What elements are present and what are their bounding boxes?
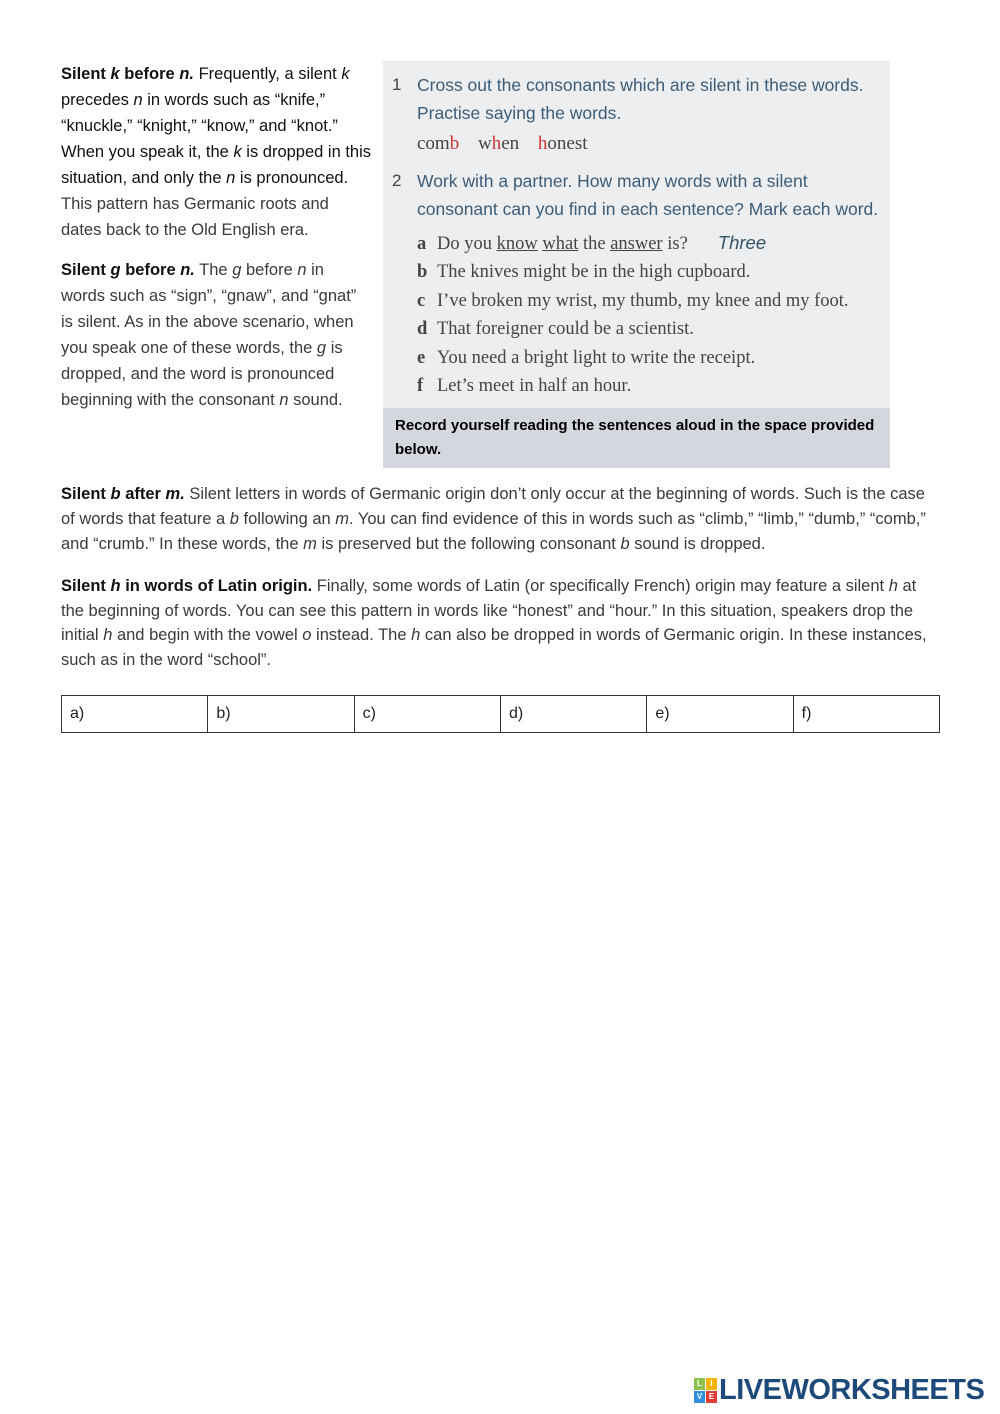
example-words [383,127,890,167]
heading: after [120,485,166,504]
text: Silent letters in words of Germanic origin don’t only occur at the beginning of words. Such is the case of words that feature a [61,485,925,529]
letter: b [620,534,630,553]
sentence-text: The knives might be in the high cupboard. [437,262,751,283]
handwritten-answer: Three [717,232,767,253]
word: w [477,133,492,154]
exercise-figure [383,61,890,468]
top-section [61,61,940,468]
text: the [578,234,611,254]
letter: o [302,626,312,645]
underlined-word: answer [610,234,663,254]
heading: Silent [61,577,111,596]
logo-tiles-icon [694,1378,717,1403]
sentence-text: You need a bright light to write the receipt. [437,347,756,368]
sentence-text: That foreigner could be a scientist. [437,319,694,340]
logo-text: LIVEWORKSHEETS [719,1374,985,1406]
answer-cell-f[interactable]: f) [793,695,939,732]
logo-tile: L [694,1378,705,1390]
sentence-text: Let’s meet in half an hour. [437,376,632,397]
letter: k [110,65,120,83]
sentence-list [417,229,890,400]
text: in words such as “knife,” “knuckle,” “knight,” “know,” and “knot.” When you speak it, the [61,91,338,161]
sentence-item [417,229,890,258]
letter: h [411,626,421,645]
item-letter: e [417,347,426,368]
text: is dropped in this situation, and only the [61,143,372,187]
sentence-item [417,315,890,343]
text: is dropped, and the word is pronounced beginning with the consonant [61,339,343,409]
answer-cell-d[interactable]: d) [500,695,646,732]
heading: Silent [61,261,111,279]
paragraph-silent-g [61,257,371,413]
text: sound is dropped. [629,534,766,553]
letter: n [297,261,307,279]
exercise-1-instruction [417,71,863,127]
answer-cell-b[interactable]: b) [208,695,354,732]
text: precedes [61,91,134,109]
text: can also be dropped in words of Germanic origin. In these instances, such as in the word “school”. [61,626,927,669]
item-letter: c [417,290,426,311]
text: Finally, some words of Latin (or specifically French) origin may feature a silent [312,577,889,596]
letter: n [133,91,143,109]
letter: h [110,577,121,596]
letter: h [103,626,113,645]
paragraph-silent-b [61,482,941,556]
text: in words such as “sign”, “gnaw”, and “gnat” is silent. As in the above scenario, when you speak one of these words, the [61,261,357,357]
crossed-letter: h [537,133,548,154]
logo-tile: E [706,1391,717,1403]
text: before [241,261,298,279]
letter: k [233,143,242,161]
exercise-1 [383,71,890,127]
text: is? [662,234,688,254]
sentence-text: I’ve broken my wrist, my thumb, my knee and my foot. [437,290,849,311]
instruction-line: Cross out the consonants which are silent in these words. [417,75,864,95]
letter: g [232,261,242,279]
exercise-2 [383,167,890,223]
letter: m [335,510,350,529]
heading: Silent [61,65,111,83]
item-letter: a [417,234,427,254]
text: is pronounced. [235,169,349,187]
paragraph-silent-h [61,574,941,672]
answer-table [61,695,940,733]
text: Do you [437,234,497,254]
exercise-2-instruction [417,167,878,223]
text: Frequently, a silent [193,65,342,83]
item-letter: d [417,319,428,340]
text: The [194,261,233,279]
letter: m [303,534,317,553]
heading: Silent [61,485,111,504]
answer-cell-c[interactable]: c) [354,695,500,732]
sentence-item [417,287,890,315]
crossed-letter: b [449,133,460,154]
liveworksheets-logo [694,1374,984,1407]
letter: b [110,485,121,504]
record-instruction: Record yourself reading the sentences aloud in the space provided below. [383,408,890,468]
heading: in words of Latin origin. [120,577,313,596]
instruction-line: consonant can you find in each sentence? Mark each word. [417,199,879,219]
crossed-letter: h [491,133,502,154]
text: sound. [288,391,343,409]
exercise-number: 1 [392,75,402,94]
item-letter: b [417,262,428,283]
sentence-item [417,372,890,400]
letter: n [226,169,236,187]
sentence-item [417,258,890,286]
left-column [61,61,371,427]
sentence-item [417,344,890,372]
letter: n. [180,261,195,279]
letter: n. [179,65,194,83]
instruction-line: Work with a partner. How many words with a silent [417,171,808,191]
word: com [417,133,450,154]
text: following an [238,510,336,529]
letter: k [341,65,350,83]
logo-tile: V [694,1391,705,1403]
text: This pattern has Germanic roots and dates back to the Old English era. [61,195,329,239]
text: . You can find evidence of this in words such as “climb,” “limb,” “dumb,” “comb,” and “crumb.” In these words, the [61,510,926,553]
answer-cell-e[interactable]: e) [647,695,793,732]
paragraph-silent-k [61,61,371,243]
letter: g [316,339,327,357]
text: and begin with the vowel [112,626,303,645]
answer-cell-a[interactable]: a) [62,695,208,732]
letter: m. [165,485,185,504]
letter: n [279,391,289,409]
text: at the beginning of words. You can see this pattern in words like “honest” and “hour.” In this situation, speakers drop the initial [61,577,917,645]
text: is preserved but the following consonant [316,534,621,553]
letter: h [888,577,898,596]
item-letter: f [417,376,424,397]
underlined-word: what [542,234,579,254]
text: instead. The [311,626,412,645]
heading: before [119,65,180,83]
logo-tile: I [706,1378,717,1390]
word: en [501,133,520,154]
underlined-word: know [496,234,538,254]
instruction-line: Practise saying the words. [417,103,622,123]
letter: g [110,261,121,279]
word: onest [547,133,588,154]
exercise-number: 2 [392,171,402,190]
heading: before [120,261,181,279]
letter: b [229,510,239,529]
